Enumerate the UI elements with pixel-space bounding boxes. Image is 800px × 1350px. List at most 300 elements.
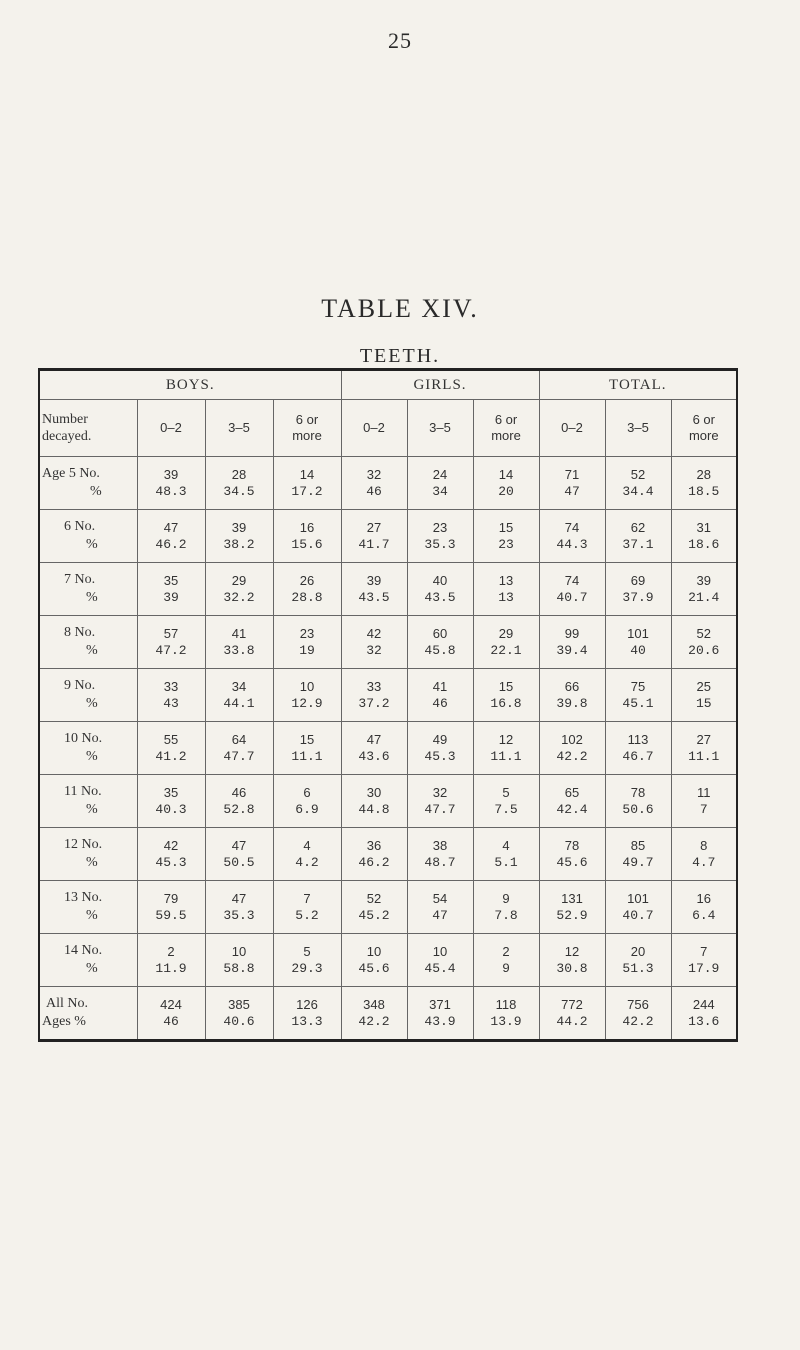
row-label xyxy=(39,934,137,987)
table-row xyxy=(39,881,737,934)
count-value: 24 xyxy=(432,467,448,482)
count-value: 78 xyxy=(630,785,646,800)
count-value: 23 xyxy=(432,520,448,535)
row-label-line: % xyxy=(90,484,102,499)
count-value: 8 xyxy=(700,838,708,853)
count-value: 424 xyxy=(160,997,182,1012)
row-label-line: 11 No. xyxy=(64,784,102,799)
count-value: 42 xyxy=(366,626,382,641)
table-cell xyxy=(137,510,205,563)
count-value: 75 xyxy=(630,679,646,694)
percent-value: 44.8 xyxy=(358,802,390,817)
row-label-line: % xyxy=(86,749,98,764)
count-value: 27 xyxy=(696,732,711,747)
row-label-line: 7 No. xyxy=(64,572,96,587)
percent-value: 44.1 xyxy=(223,696,255,711)
table-row xyxy=(39,722,737,775)
table-title: TABLE XIV. xyxy=(321,294,479,323)
percent-value: 9 xyxy=(502,961,510,976)
count-value: 23 xyxy=(299,626,315,641)
table-cell xyxy=(671,775,737,828)
group-header-boys: BOYS. xyxy=(39,370,341,400)
table-cell xyxy=(341,828,407,881)
table-cell xyxy=(605,828,671,881)
table-cell xyxy=(407,828,473,881)
column-header xyxy=(273,400,341,457)
percent-value: 17.2 xyxy=(291,484,323,499)
percent-value: 11.1 xyxy=(490,749,522,764)
table-row xyxy=(39,616,737,669)
percent-value: 17.9 xyxy=(688,961,720,976)
count-value: 20 xyxy=(630,944,646,959)
count-value: 57 xyxy=(163,626,179,641)
column-header-row xyxy=(39,400,737,457)
table-cell xyxy=(273,563,341,616)
count-value: 29 xyxy=(498,626,514,641)
table-cell xyxy=(137,722,205,775)
table-cell xyxy=(605,669,671,722)
percent-value: 34.5 xyxy=(223,484,255,499)
percent-value: 41.7 xyxy=(358,537,390,552)
table-row xyxy=(39,510,737,563)
count-value: 47 xyxy=(366,732,382,747)
percent-value: 12.9 xyxy=(291,696,323,711)
percent-value: 4.2 xyxy=(295,855,319,870)
table-cell xyxy=(539,457,605,510)
row-label xyxy=(39,828,137,881)
percent-value: 37.2 xyxy=(358,696,390,711)
column-header xyxy=(137,400,205,457)
percent-value: 6.4 xyxy=(692,908,716,923)
count-value: 11 xyxy=(697,785,711,800)
row-label-line: 6 No. xyxy=(64,519,96,534)
count-value: 38 xyxy=(432,838,448,853)
table-cell xyxy=(341,457,407,510)
count-value: 31 xyxy=(696,520,711,535)
percent-value: 43.5 xyxy=(424,590,456,605)
count-value: 39 xyxy=(163,467,179,482)
count-value: 40 xyxy=(432,573,448,588)
percent-value: 6.9 xyxy=(295,802,319,817)
percent-value: 45.8 xyxy=(424,643,456,658)
table-cell xyxy=(273,669,341,722)
percent-value: 48.7 xyxy=(424,855,456,870)
table-cell xyxy=(205,510,273,563)
table-cell xyxy=(539,669,605,722)
table-cell xyxy=(605,775,671,828)
row-label xyxy=(39,881,137,934)
percent-value: 13.6 xyxy=(688,1014,720,1029)
row-label xyxy=(39,775,137,828)
count-value: 39 xyxy=(231,520,247,535)
percent-value: 13.9 xyxy=(490,1014,522,1029)
table-cell xyxy=(671,828,737,881)
table-cell xyxy=(473,775,539,828)
count-value: 6 xyxy=(303,785,311,800)
column-header xyxy=(539,400,605,457)
percent-value: 40.7 xyxy=(556,590,588,605)
row-label-line: % xyxy=(86,961,98,976)
count-value: 39 xyxy=(366,573,382,588)
percent-value: 49.7 xyxy=(622,855,654,870)
table-cell xyxy=(671,563,737,616)
table-cell xyxy=(137,934,205,987)
table-cell xyxy=(473,828,539,881)
percent-value: 42.2 xyxy=(556,749,588,764)
table-cell xyxy=(273,510,341,563)
group-header-girls: GIRLS. xyxy=(341,370,539,400)
table-cell xyxy=(473,457,539,510)
column-header-text: 6 or xyxy=(692,412,715,427)
percent-value: 28.8 xyxy=(291,590,323,605)
count-value: 35 xyxy=(163,573,179,588)
percent-value: 47.2 xyxy=(155,643,187,658)
percent-value: 23 xyxy=(498,537,514,552)
count-value: 16 xyxy=(696,891,711,906)
percent-value: 40.7 xyxy=(622,908,654,923)
table-cell xyxy=(539,828,605,881)
percent-value: 39 xyxy=(163,590,179,605)
row-label xyxy=(39,563,137,616)
percent-value: 40 xyxy=(630,643,646,658)
table-cell xyxy=(273,775,341,828)
group-header-row xyxy=(39,370,737,400)
column-header-text: 0–2 xyxy=(561,420,583,435)
table-cell xyxy=(605,722,671,775)
table-cell xyxy=(137,828,205,881)
row-label xyxy=(39,669,137,722)
count-value: 78 xyxy=(564,838,580,853)
percent-value: 46.7 xyxy=(622,749,654,764)
percent-value: 44.2 xyxy=(556,1014,588,1029)
count-value: 118 xyxy=(495,997,517,1012)
table-cell xyxy=(473,934,539,987)
table-cell xyxy=(473,510,539,563)
table-cell xyxy=(273,616,341,669)
count-value: 2 xyxy=(167,944,175,959)
count-value: 28 xyxy=(231,467,247,482)
table-cell xyxy=(273,881,341,934)
row-label-line: % xyxy=(86,908,98,923)
percent-value: 29.3 xyxy=(291,961,323,976)
table-cell xyxy=(605,563,671,616)
column-header-text: more xyxy=(688,428,719,443)
table-row xyxy=(39,987,737,1041)
percent-value: 38.2 xyxy=(223,537,255,552)
percent-value: 45.3 xyxy=(155,855,187,870)
count-value: 64 xyxy=(231,732,247,747)
table-cell xyxy=(407,563,473,616)
table-cell xyxy=(341,775,407,828)
row-label-header xyxy=(39,400,137,457)
table-cell xyxy=(273,722,341,775)
count-value: 35 xyxy=(163,785,179,800)
table-cell xyxy=(205,563,273,616)
count-value: 10 xyxy=(366,944,382,959)
row-label xyxy=(39,722,137,775)
percent-value: 47.7 xyxy=(424,802,456,817)
table-subtitle: TEETH. xyxy=(359,345,441,367)
count-value: 71 xyxy=(564,467,580,482)
percent-value: 43.5 xyxy=(358,590,390,605)
table-cell xyxy=(205,828,273,881)
count-value: 99 xyxy=(564,626,580,641)
percent-value: 35.3 xyxy=(424,537,456,552)
row-label-line: % xyxy=(86,802,98,817)
percent-value: 30.8 xyxy=(556,961,588,976)
table-cell xyxy=(407,881,473,934)
percent-value: 47.7 xyxy=(223,749,255,764)
row-label-line: 10 No. xyxy=(64,731,103,746)
percent-value: 18.5 xyxy=(688,484,720,499)
percent-value: 5.2 xyxy=(295,908,319,923)
table-cell xyxy=(137,775,205,828)
table-cell xyxy=(473,616,539,669)
count-value: 52 xyxy=(696,626,711,641)
row-label-line: Ages % xyxy=(42,1014,86,1029)
table-cell xyxy=(539,563,605,616)
percent-value: 19 xyxy=(299,643,315,658)
table-cell xyxy=(205,669,273,722)
table-cell xyxy=(605,510,671,563)
percent-value: 7.5 xyxy=(494,802,518,817)
column-header xyxy=(473,400,539,457)
table-cell xyxy=(341,616,407,669)
row-label-line: 8 No. xyxy=(64,625,96,640)
percent-value: 43 xyxy=(163,696,179,711)
count-value: 47 xyxy=(231,891,247,906)
percent-value: 7 xyxy=(699,802,708,817)
percent-value: 58.8 xyxy=(223,961,255,976)
table-cell xyxy=(205,722,273,775)
table-cell xyxy=(539,881,605,934)
count-value: 16 xyxy=(299,520,315,535)
table-cell xyxy=(407,722,473,775)
table-cell xyxy=(407,510,473,563)
table-cell xyxy=(671,669,737,722)
count-value: 46 xyxy=(231,785,247,800)
percent-value: 13.3 xyxy=(291,1014,323,1029)
table-cell xyxy=(605,881,671,934)
row-label-line: All No. xyxy=(46,996,88,1011)
table-cell xyxy=(539,616,605,669)
count-value: 10 xyxy=(432,944,448,959)
count-value: 15 xyxy=(498,520,514,535)
count-value: 32 xyxy=(366,467,382,482)
count-value: 32 xyxy=(432,785,448,800)
count-value: 4 xyxy=(303,838,311,853)
count-value: 29 xyxy=(231,573,247,588)
table-cell xyxy=(205,616,273,669)
column-header-text: 6 or xyxy=(295,412,319,427)
count-value: 7 xyxy=(303,891,311,906)
percent-value: 46.2 xyxy=(358,855,390,870)
count-value: 14 xyxy=(299,467,315,482)
count-value: 79 xyxy=(163,891,179,906)
percent-value: 16.8 xyxy=(490,696,522,711)
count-value: 14 xyxy=(498,467,514,482)
percent-value: 46 xyxy=(163,1014,179,1029)
column-header-text: 0–2 xyxy=(160,420,182,435)
group-header-total: TOTAL. xyxy=(539,370,737,400)
column-header-text: more xyxy=(292,428,322,443)
percent-value: 46.2 xyxy=(155,537,187,552)
column-header xyxy=(605,400,671,457)
page-number: 25 xyxy=(388,28,412,53)
percent-value: 11.1 xyxy=(688,749,720,764)
table-cell xyxy=(671,881,737,934)
count-value: 74 xyxy=(564,520,580,535)
table-cell xyxy=(341,722,407,775)
table-row xyxy=(39,669,737,722)
count-value: 12 xyxy=(564,944,580,959)
count-value: 54 xyxy=(432,891,448,906)
count-value: 756 xyxy=(627,997,649,1012)
table-cell xyxy=(137,987,205,1041)
percent-value: 11.9 xyxy=(155,961,187,976)
percent-value: 33.8 xyxy=(223,643,255,658)
count-value: 10 xyxy=(231,944,247,959)
percent-value: 48.3 xyxy=(155,484,187,499)
column-header-text: 6 or xyxy=(494,412,518,427)
table-cell xyxy=(671,722,737,775)
column-header xyxy=(341,400,407,457)
percent-value: 37.9 xyxy=(622,590,654,605)
count-value: 101 xyxy=(627,626,649,641)
table-cell xyxy=(671,934,737,987)
percent-value: 13 xyxy=(498,590,514,605)
row-label-line: Age 5 No. xyxy=(42,466,100,481)
table-cell xyxy=(205,934,273,987)
count-value: 25 xyxy=(696,679,711,694)
table-cell xyxy=(671,510,737,563)
percent-value: 50.6 xyxy=(622,802,654,817)
percent-value: 32 xyxy=(366,643,382,658)
row-label-line: 13 No. xyxy=(64,890,103,905)
percent-value: 45.6 xyxy=(358,961,390,976)
count-value: 42 xyxy=(163,838,179,853)
count-value: 772 xyxy=(561,997,583,1012)
table-cell xyxy=(341,987,407,1041)
table-cell xyxy=(605,987,671,1041)
column-header xyxy=(407,400,473,457)
table-cell xyxy=(473,669,539,722)
percent-value: 34.4 xyxy=(622,484,654,499)
percent-value: 52.8 xyxy=(223,802,255,817)
row-label-line: 14 No. xyxy=(64,943,103,958)
count-value: 33 xyxy=(163,679,179,694)
column-header xyxy=(205,400,273,457)
percent-value: 43.6 xyxy=(358,749,390,764)
table-row xyxy=(39,563,737,616)
percent-value: 44.3 xyxy=(556,537,588,552)
percent-value: 40.6 xyxy=(223,1014,255,1029)
percent-value: 41.2 xyxy=(155,749,187,764)
percent-value: 15 xyxy=(695,696,712,711)
count-value: 39 xyxy=(696,573,711,588)
percent-value: 59.5 xyxy=(155,908,187,923)
percent-value: 5.1 xyxy=(494,855,518,870)
percent-value: 22.1 xyxy=(490,643,522,658)
row-label-line: % xyxy=(86,855,98,870)
count-value: 27 xyxy=(366,520,382,535)
table-cell xyxy=(137,457,205,510)
percent-value: 39.8 xyxy=(556,696,588,711)
percent-value: 35.3 xyxy=(223,908,255,923)
percent-value: 34 xyxy=(432,484,448,499)
table-cell xyxy=(205,457,273,510)
count-value: 244 xyxy=(692,997,715,1012)
table-cell xyxy=(539,987,605,1041)
table-cell xyxy=(273,457,341,510)
count-value: 7 xyxy=(700,944,708,959)
table-cell xyxy=(341,934,407,987)
percent-value: 47 xyxy=(564,484,580,499)
count-value: 60 xyxy=(432,626,448,641)
table-cell xyxy=(341,881,407,934)
table-cell xyxy=(137,563,205,616)
percent-value: 52.9 xyxy=(556,908,588,923)
column-header-text: 3–5 xyxy=(627,420,649,435)
count-value: 34 xyxy=(231,679,247,694)
table-cell xyxy=(273,987,341,1041)
row-label-line: % xyxy=(86,590,98,605)
table-cell xyxy=(539,510,605,563)
column-header-text: 0–2 xyxy=(363,420,385,435)
count-value: 101 xyxy=(627,891,649,906)
table-cell xyxy=(473,563,539,616)
table-cell xyxy=(341,669,407,722)
count-value: 126 xyxy=(296,997,318,1012)
table-row xyxy=(39,828,737,881)
percent-value: 7.8 xyxy=(494,908,518,923)
percent-value: 50.5 xyxy=(223,855,255,870)
count-value: 62 xyxy=(630,520,646,535)
table-cell xyxy=(605,457,671,510)
count-value: 131 xyxy=(561,891,583,906)
percent-value: 21.4 xyxy=(688,590,720,605)
table-cell xyxy=(671,987,737,1041)
percent-value: 45.3 xyxy=(424,749,456,764)
column-header-text: more xyxy=(491,428,521,443)
count-value: 30 xyxy=(366,785,382,800)
count-value: 13 xyxy=(498,573,514,588)
count-value: 348 xyxy=(363,997,385,1012)
count-value: 10 xyxy=(299,679,315,694)
table-cell xyxy=(407,616,473,669)
row-label-header-line: Number xyxy=(42,412,88,427)
count-value: 47 xyxy=(231,838,247,853)
table-cell xyxy=(137,669,205,722)
table-row xyxy=(39,457,737,510)
table-cell xyxy=(341,563,407,616)
count-value: 52 xyxy=(366,891,382,906)
percent-value: 51.3 xyxy=(622,961,654,976)
count-value: 113 xyxy=(627,732,649,747)
table-cell xyxy=(671,616,737,669)
teeth-table xyxy=(38,368,738,1042)
table-cell xyxy=(407,934,473,987)
percent-value: 45.1 xyxy=(622,696,654,711)
table-row xyxy=(39,934,737,987)
count-value: 12 xyxy=(498,732,514,747)
count-value: 65 xyxy=(564,785,580,800)
table-cell xyxy=(473,722,539,775)
table-cell xyxy=(605,616,671,669)
count-value: 15 xyxy=(299,732,315,747)
row-label xyxy=(39,457,137,510)
percent-value: 42.4 xyxy=(556,802,588,817)
